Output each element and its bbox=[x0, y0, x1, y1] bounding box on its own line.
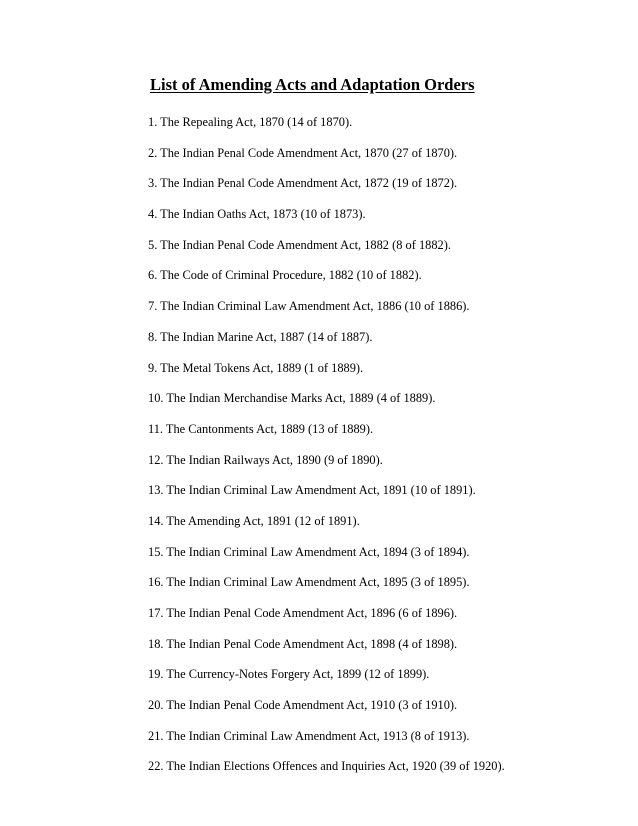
list-item: 4. The Indian Oaths Act, 1873 (10 of 1873). bbox=[148, 207, 366, 222]
page-title: List of Amending Acts and Adaptation Orders bbox=[150, 75, 475, 94]
list-item: 20. The Indian Penal Code Amendment Act, 1910 (3 of 1910). bbox=[148, 698, 458, 713]
list-item: 8. The Indian Marine Act, 1887 (14 of 1887). bbox=[148, 329, 373, 344]
list-item: 18. The Indian Penal Code Amendment Act, 1898 (4 of 1898). bbox=[148, 636, 458, 651]
list-item: 12. The Indian Railways Act, 1890 (9 of 1890). bbox=[148, 452, 383, 467]
list-item: 19. The Currency-Notes Forgery Act, 1899 (12 of 1899). bbox=[148, 667, 430, 682]
list-item: 7. The Indian Criminal Law Amendment Act, 1886 (10 of 1886). bbox=[148, 299, 470, 314]
list-item: 14. The Amending Act, 1891 (12 of 1891). bbox=[148, 513, 360, 528]
list-item: 15. The Indian Criminal Law Amendment Act, 1894 (3 of 1894). bbox=[148, 544, 470, 559]
list-item: 6. The Code of Criminal Procedure, 1882 (10 of 1882). bbox=[148, 268, 422, 283]
list-item: 11. The Cantonments Act, 1889 (13 of 1889). bbox=[148, 421, 374, 436]
acts-list bbox=[148, 113, 618, 788]
list-item: 22. The Indian Elections Offences and Inquiries Act, 1920 (39 of 1920). bbox=[148, 759, 505, 774]
list-item: 21. The Indian Criminal Law Amendment Act, 1913 (8 of 1913). bbox=[148, 728, 470, 743]
list-item: 10. The Indian Merchandise Marks Act, 1889 (4 of 1889). bbox=[148, 391, 436, 406]
list-item: 1. The Repealing Act, 1870 (14 of 1870). bbox=[148, 115, 353, 129]
list-item: 9. The Metal Tokens Act, 1889 (1 of 1889). bbox=[148, 360, 364, 375]
list-item: 13. The Indian Criminal Law Amendment Act, 1891 (10 of 1891). bbox=[148, 483, 476, 498]
list-item: 2. The Indian Penal Code Amendment Act, 1870 (27 of 1870). bbox=[148, 145, 458, 160]
list-item: 17. The Indian Penal Code Amendment Act, 1896 (6 of 1896). bbox=[148, 606, 458, 620]
list-item: 16. The Indian Criminal Law Amendment Act, 1895 (3 of 1895). bbox=[148, 575, 470, 590]
list-item: 5. The Indian Penal Code Amendment Act, 1882 (8 of 1882). bbox=[148, 237, 451, 252]
list-item: 3. The Indian Penal Code Amendment Act, 1872 (19 of 1872). bbox=[148, 176, 458, 191]
